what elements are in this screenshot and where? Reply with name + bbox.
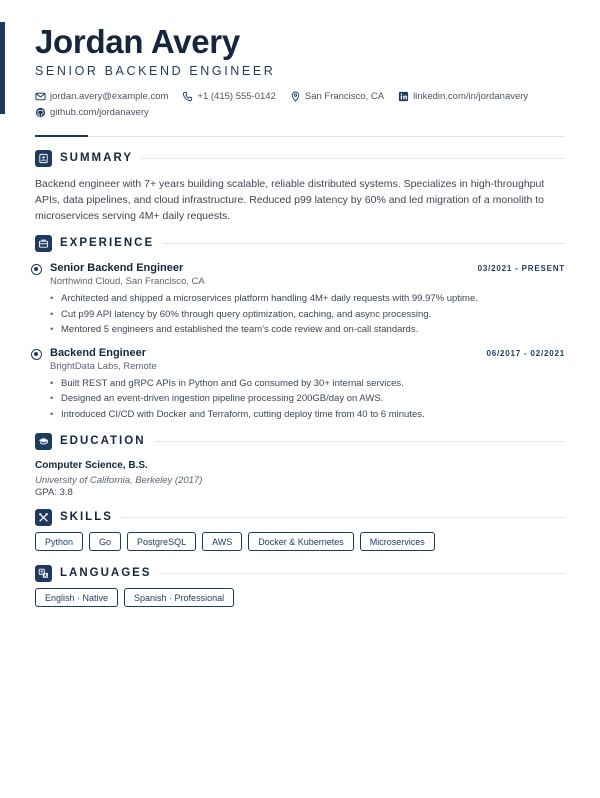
summary-heading: SUMMARY <box>60 152 133 164</box>
job-bullet: • Built REST and gRPC APIs in Python and Go consumed by 30+ internal services. <box>50 376 565 392</box>
translate-icon <box>35 565 52 582</box>
location-pin-icon <box>290 91 301 102</box>
id-card-icon <box>35 150 52 167</box>
job-dates: 06/2017 - 02/2021 <box>486 348 565 358</box>
accent-bar <box>0 22 5 114</box>
job-role: Senior Backend Engineer <box>50 262 184 274</box>
job-title: SENIOR BACKEND ENGINEER <box>35 64 276 78</box>
briefcase-icon <box>35 235 52 252</box>
language-tag: Spanish · Professional <box>124 588 234 607</box>
experience-heading: EXPERIENCE <box>60 237 155 249</box>
skill-tag: Go <box>89 532 121 551</box>
skills-header <box>35 508 565 526</box>
job-bullets <box>35 376 565 423</box>
phone-icon <box>182 91 193 102</box>
summary-text: Backend engineer with 7+ years building scalable, reliable distributed systems. Specializes in high-throughput APIs, data pipelines, and cloud infrastructure. Reduced p99 latency by 60% and led migration of a monolith to microservices serving 4M+ daily requests. <box>35 178 545 222</box>
job-bullet: • Cut p99 API latency by 60% through query optimization, caching, and async processing. <box>50 307 565 323</box>
candidate-name: Jordan Avery <box>35 23 240 60</box>
contact-email-text: jordan.avery@example.com <box>50 90 169 102</box>
section-rule <box>159 573 565 574</box>
contact-linkedin-text: linkedin.com/in/jordanavery <box>413 90 529 102</box>
skills-section <box>35 508 565 551</box>
skill-tag: AWS <box>202 532 242 551</box>
job-entry <box>35 347 565 423</box>
contact-phone[interactable] <box>182 89 275 103</box>
job-bullet: • Mentored 5 engineers and established the team's code review and on-call standards. <box>50 322 565 338</box>
tools-icon <box>35 509 52 526</box>
section-rule <box>121 517 565 518</box>
skills-tags <box>35 532 565 551</box>
education-gpa: GPA: 3.8 <box>35 487 73 498</box>
job-company: Northwind Cloud, San Francisco, CA <box>50 276 205 287</box>
section-rule <box>154 441 565 442</box>
job-role: Backend Engineer <box>50 346 146 359</box>
job-bullet: • Architected and shipped a microservices platform handling 4M+ daily requests with 99.97% uptime. <box>50 291 565 307</box>
education-header <box>35 432 565 450</box>
job-entry <box>35 262 565 338</box>
timeline-dot-icon <box>31 349 42 360</box>
summary-header <box>35 149 565 167</box>
contact-linkedin[interactable] <box>398 89 528 103</box>
contact-github-text: github.com/jordanavery <box>50 106 149 118</box>
education-school: University of California, Berkeley (2017) <box>35 475 203 486</box>
skill-tag: Python <box>35 532 83 551</box>
language-tags <box>35 588 565 607</box>
education-section <box>35 432 565 498</box>
experience-header <box>35 234 565 252</box>
header-divider <box>35 136 565 137</box>
contact-list <box>35 89 565 119</box>
contact-email[interactable] <box>35 89 168 103</box>
languages-heading: LANGUAGES <box>60 567 152 579</box>
resume-page <box>35 0 565 607</box>
summary-section <box>35 149 565 224</box>
job-dates: 03/2021 - PRESENT <box>477 264 565 273</box>
education-heading: EDUCATION <box>60 435 146 447</box>
language-tag: English · Native <box>35 588 118 607</box>
skill-tag: Microservices <box>360 532 435 551</box>
timeline-dot-icon <box>31 264 42 275</box>
contact-location-text: San Francisco, CA <box>304 90 385 102</box>
languages-section <box>35 564 565 607</box>
languages-header <box>35 564 565 582</box>
graduation-cap-icon <box>35 433 52 450</box>
contact-location <box>290 89 384 103</box>
job-bullet: • Introduced CI/CD with Docker and Terraform, cutting deploy time from 40 to 6 minutes. <box>50 407 565 423</box>
job-header <box>35 262 565 274</box>
experience-section <box>35 234 565 422</box>
contact-phone-text: +1 (415) 555-0142 <box>197 90 276 102</box>
contact-github[interactable] <box>35 105 149 119</box>
job-bullets <box>35 291 565 338</box>
skills-heading: SKILLS <box>60 511 113 523</box>
skill-tag: PostgreSQL <box>127 532 196 551</box>
github-icon <box>35 107 46 118</box>
section-rule <box>162 243 565 244</box>
job-company: BrightData Labs, Remote <box>50 360 157 372</box>
job-header <box>35 347 565 359</box>
skill-tag: Docker & Kubernetes <box>248 532 354 551</box>
job-bullet: • Designed an event-driven ingestion pipeline processing 200GB/day on AWS. <box>50 391 565 407</box>
email-icon <box>35 91 46 102</box>
section-rule <box>141 158 565 159</box>
linkedin-icon <box>398 91 409 102</box>
education-degree: Computer Science, B.S. <box>35 460 148 471</box>
